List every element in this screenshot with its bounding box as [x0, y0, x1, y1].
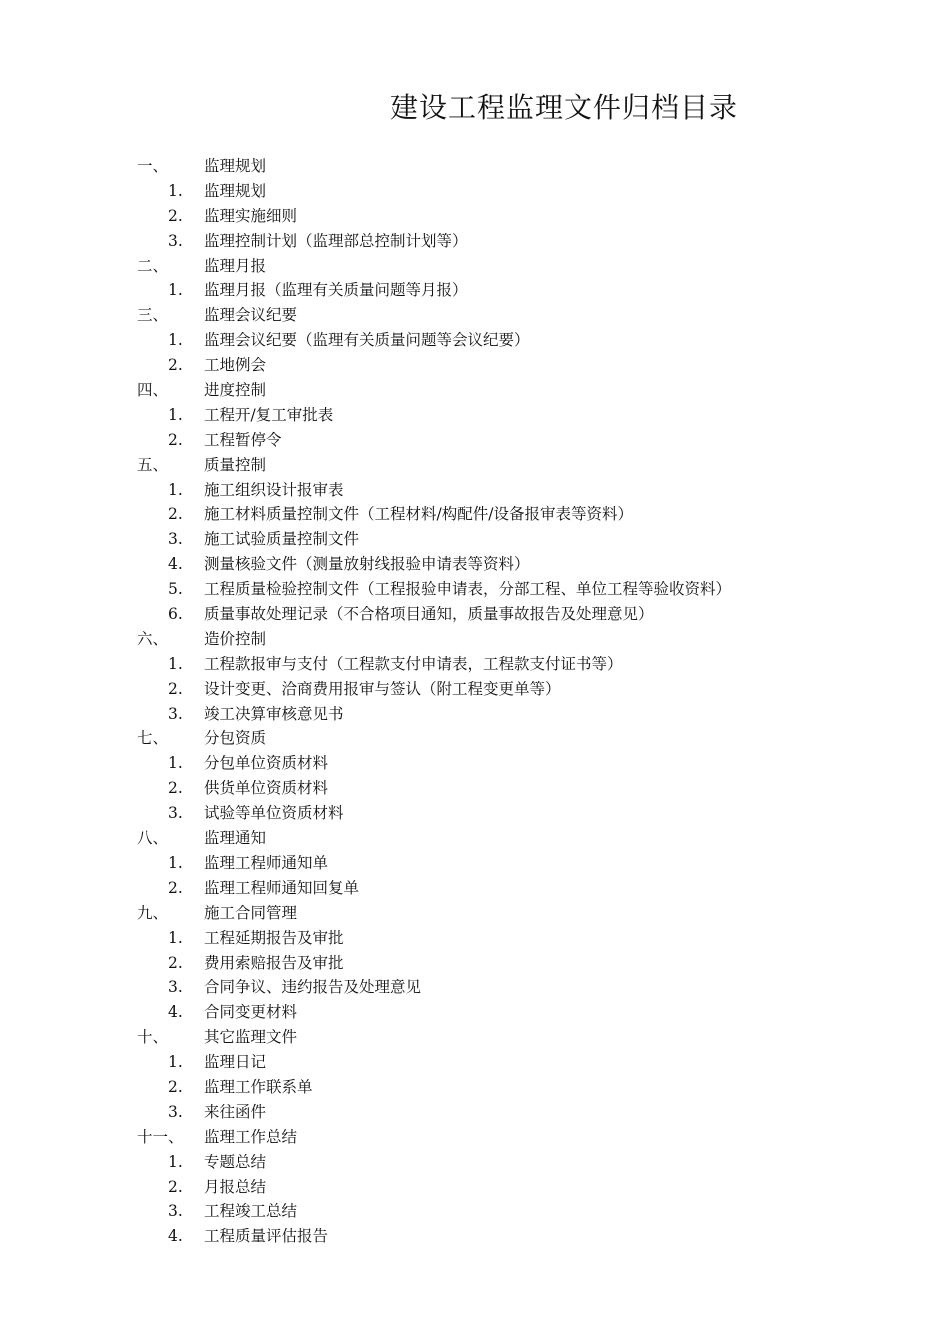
list-item	[0, 1150, 950, 1175]
list-item	[0, 602, 950, 627]
item-number: 3.	[168, 1202, 183, 1221]
list-item	[0, 428, 950, 453]
section-title: 监理规划	[204, 157, 267, 175]
list-item	[0, 677, 950, 702]
list-item	[0, 1199, 950, 1224]
item-number: 3.	[168, 530, 183, 549]
list-item	[0, 502, 950, 527]
item-number: 2.	[168, 430, 183, 449]
item-number: 4.	[168, 555, 183, 574]
item-text: 工程开/复工审批表	[204, 405, 334, 424]
item-text: 工程暂停令	[204, 430, 282, 449]
item-number: 3.	[168, 804, 183, 823]
list-item	[0, 1175, 950, 1200]
list-item	[0, 702, 950, 727]
item-number: 2.	[168, 505, 183, 524]
list-item	[0, 776, 950, 801]
list-item	[0, 478, 950, 503]
section-number: 十一、	[137, 1127, 184, 1146]
list-item	[0, 1224, 950, 1249]
item-number: 2.	[168, 878, 183, 897]
item-number: 2.	[168, 1077, 183, 1096]
section-number: 六、	[137, 629, 169, 648]
section-title: 监理会议纪要	[204, 306, 298, 325]
list-item	[0, 179, 950, 204]
item-text: 施工试验质量控制文件	[204, 530, 360, 549]
list-item	[0, 926, 950, 951]
item-number: 1.	[168, 405, 183, 424]
section-title: 其它监理文件	[204, 1028, 298, 1047]
section-title: 进度控制	[204, 381, 267, 400]
section-number: 八、	[137, 829, 169, 848]
list-item	[0, 577, 950, 602]
list-item	[0, 204, 950, 229]
section-number: 三、	[137, 306, 169, 325]
item-text: 合同争议、违约报告及处理意见	[204, 978, 422, 997]
section-title: 监理月报	[204, 256, 267, 275]
item-number: 3.	[168, 1102, 183, 1121]
item-number: 4.	[168, 1003, 183, 1022]
list-item	[0, 876, 950, 901]
list-item	[0, 652, 950, 677]
item-text: 监理控制计划（监理部总控制计划等）	[204, 231, 468, 250]
list-item	[0, 229, 950, 254]
section-heading	[0, 726, 950, 751]
section-heading	[0, 303, 950, 328]
item-number: 2.	[168, 953, 183, 972]
section-title: 监理通知	[204, 829, 267, 848]
item-text: 监理实施细则	[204, 206, 298, 225]
list-item	[0, 278, 950, 303]
item-text: 工地例会	[204, 356, 267, 375]
item-text: 分包单位资质材料	[204, 754, 329, 773]
item-number: 1.	[168, 1053, 183, 1072]
list-item	[0, 801, 950, 826]
list-item	[0, 975, 950, 1000]
item-number: 3.	[168, 231, 183, 250]
list-item	[0, 527, 950, 552]
section-heading	[0, 254, 950, 279]
list-item	[0, 1075, 950, 1100]
section-title: 质量控制	[204, 455, 267, 474]
section-heading	[0, 378, 950, 403]
item-text: 专题总结	[204, 1152, 267, 1171]
item-text: 设计变更、洽商费用报审与签认（附工程变更单等）	[204, 679, 561, 698]
item-text: 质量事故处理记录（不合格项目通知，质量事故报告及处理意见）	[204, 605, 654, 624]
item-text: 来往函件	[204, 1102, 267, 1121]
item-number: 3.	[168, 978, 183, 997]
list-item	[0, 1100, 950, 1125]
item-number: 2.	[168, 779, 183, 798]
table-of-contents	[0, 154, 950, 1249]
page-title: 建设工程监理文件归档目录	[390, 91, 739, 124]
list-item	[0, 851, 950, 876]
section-number: 十、	[137, 1028, 169, 1047]
item-text: 竣工决算审核意见书	[204, 704, 344, 723]
item-text: 合同变更材料	[204, 1003, 298, 1022]
item-text: 施工组织设计报审表	[204, 480, 344, 499]
item-number: 3.	[168, 704, 183, 723]
item-number: 2.	[168, 356, 183, 375]
section-heading	[0, 1125, 950, 1150]
item-number: 2.	[168, 1177, 183, 1196]
item-text: 监理会议纪要（监理有关质量问题等会议纪要）	[204, 331, 530, 350]
section-number: 二、	[137, 256, 169, 275]
list-item	[0, 951, 950, 976]
item-text: 监理月报（监理有关质量问题等月报）	[204, 281, 468, 300]
section-number: 七、	[137, 729, 169, 748]
item-text: 工程款报审与支付（工程款支付申请表，工程款支付证书等）	[204, 654, 623, 673]
item-text: 工程质量检验控制文件（工程报验申请表，分部工程、单位工程等验收资料）	[204, 580, 732, 599]
list-item	[0, 328, 950, 353]
item-number: 1.	[168, 1152, 183, 1171]
section-heading	[0, 901, 950, 926]
item-text: 供货单位资质材料	[204, 779, 329, 798]
item-text: 费用索赔报告及审批	[204, 953, 344, 972]
list-item	[0, 403, 950, 428]
item-text: 试验等单位资质材料	[204, 804, 344, 823]
section-heading	[0, 154, 950, 179]
item-number: 1.	[168, 181, 183, 200]
item-text: 测量核验文件（测量放射线报验申请表等资料）	[204, 555, 530, 574]
section-number: 四、	[137, 381, 169, 400]
section-heading	[0, 627, 950, 652]
item-number: 1.	[168, 928, 183, 947]
item-number: 4.	[168, 1227, 183, 1246]
section-title: 造价控制	[204, 629, 267, 648]
item-text: 监理规划	[204, 181, 267, 200]
section-heading	[0, 826, 950, 851]
item-text: 监理日记	[204, 1053, 267, 1072]
item-number: 6.	[168, 605, 183, 624]
item-text: 施工材料质量控制文件（工程材料/构配件/设备报审表等资料）	[204, 505, 633, 524]
section-number: 一、	[137, 157, 169, 175]
item-text: 工程延期报告及审批	[204, 928, 344, 947]
list-item	[0, 1050, 950, 1075]
item-text: 监理工程师通知回复单	[204, 878, 360, 897]
item-text: 监理工作联系单	[204, 1077, 313, 1096]
section-title: 监理工作总结	[204, 1127, 298, 1146]
section-number: 九、	[137, 903, 169, 922]
list-item	[0, 1000, 950, 1025]
item-number: 2.	[168, 206, 183, 225]
item-number: 1.	[168, 853, 183, 872]
section-number: 五、	[137, 455, 169, 474]
list-item	[0, 552, 950, 577]
item-number: 5.	[168, 580, 183, 599]
list-item	[0, 751, 950, 776]
list-item	[0, 353, 950, 378]
item-number: 1.	[168, 331, 183, 350]
section-title: 分包资质	[204, 729, 267, 748]
item-number: 1.	[168, 281, 183, 300]
item-number: 1.	[168, 654, 183, 673]
section-heading	[0, 453, 950, 478]
item-number: 2.	[168, 679, 183, 698]
item-text: 月报总结	[204, 1177, 267, 1196]
item-number: 1.	[168, 754, 183, 773]
section-title: 施工合同管理	[204, 903, 298, 922]
item-number: 1.	[168, 480, 183, 499]
section-heading	[0, 1025, 950, 1050]
item-text: 工程竣工总结	[204, 1202, 298, 1221]
item-text: 工程质量评估报告	[204, 1227, 329, 1246]
item-text: 监理工程师通知单	[204, 853, 329, 872]
